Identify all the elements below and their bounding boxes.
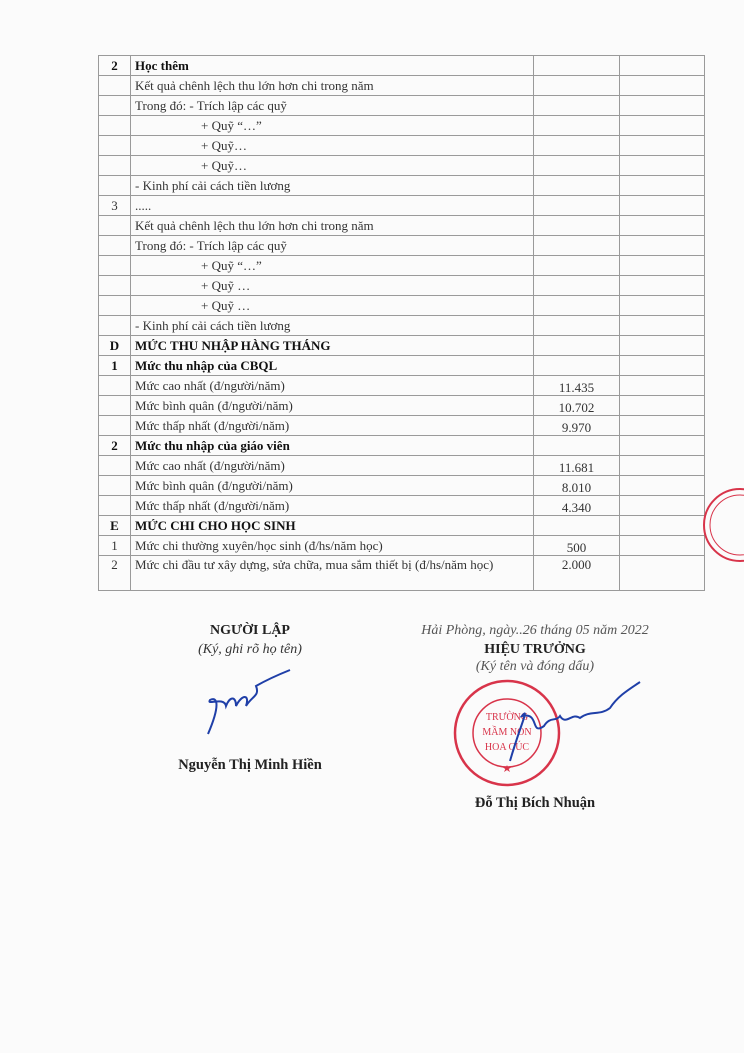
principal-name: Đỗ Thị Bích Nhuận <box>474 795 596 811</box>
row-label: Kết quả chênh lệch thu lớn hơn chi trong năm <box>131 216 534 236</box>
row-extra <box>620 116 705 136</box>
row-value: 500 <box>534 536 620 556</box>
preparer-block <box>150 622 350 774</box>
row-index <box>99 496 131 516</box>
row-extra <box>620 416 705 436</box>
table-row <box>99 216 705 236</box>
place-date: Hải Phòng, ngày..26 tháng 05 năm 2022 <box>421 623 649 638</box>
row-label: Mức cao nhất (đ/người/năm) <box>131 456 534 476</box>
row-value <box>534 176 620 196</box>
row-value <box>534 96 620 116</box>
table-row <box>99 336 705 356</box>
row-index <box>99 116 131 136</box>
row-index <box>99 136 131 156</box>
row-extra <box>620 456 705 476</box>
row-value: 8.010 <box>534 476 620 496</box>
row-index: 1 <box>99 536 131 556</box>
table-row <box>99 96 705 116</box>
row-extra <box>620 436 705 456</box>
row-index <box>99 216 131 236</box>
preparer-note: (Ký, ghi rõ họ tên) <box>198 642 302 657</box>
preparer-signature <box>180 666 300 746</box>
row-extra <box>620 516 705 536</box>
row-extra <box>620 76 705 96</box>
row-label: Mức chi thường xuyên/học sinh (đ/hs/năm học) <box>131 536 534 556</box>
row-extra <box>620 276 705 296</box>
row-value <box>534 516 620 536</box>
row-extra <box>620 196 705 216</box>
row-extra <box>620 356 705 376</box>
table-row <box>99 516 705 536</box>
row-value <box>534 356 620 376</box>
table-row <box>99 556 705 591</box>
table-row <box>99 436 705 456</box>
row-extra <box>620 396 705 416</box>
stamp-line-2: MẦM NON <box>482 727 532 738</box>
table-row <box>99 536 705 556</box>
row-extra <box>620 96 705 116</box>
row-value: 2.000 <box>534 556 620 591</box>
row-index: 2 <box>99 436 131 456</box>
row-extra <box>620 176 705 196</box>
table-row <box>99 276 705 296</box>
row-label: + Quỹ … <box>131 276 534 296</box>
row-label: MỨC THU NHẬP HÀNG THÁNG <box>131 336 534 356</box>
row-index <box>99 76 131 96</box>
row-value <box>534 316 620 336</box>
row-index: 3 <box>99 196 131 216</box>
row-index <box>99 396 131 416</box>
row-index <box>99 416 131 436</box>
row-index <box>99 476 131 496</box>
row-label: - Kinh phí cải cách tiền lương <box>131 316 534 336</box>
row-value <box>534 296 620 316</box>
principal-note: (Ký tên và đóng dấu) <box>475 659 595 674</box>
principal-signature <box>500 676 650 766</box>
preparer-name: Nguyễn Thị Minh Hiền <box>178 757 322 773</box>
stamp-line-1: TRƯỜNG <box>485 712 529 723</box>
row-label: + Quỹ “…” <box>131 256 534 276</box>
row-value <box>534 336 620 356</box>
row-value <box>534 436 620 456</box>
row-label: + Quỹ… <box>131 136 534 156</box>
row-label: MỨC CHI CHO HỌC SINH <box>131 516 534 536</box>
row-index: 2 <box>99 556 131 591</box>
row-label: + Quỹ… <box>131 156 534 176</box>
row-value: 11.435 <box>534 376 620 396</box>
row-label: Trong đó: - Trích lập các quỹ <box>131 96 534 116</box>
row-label: Mức chi đầu tư xây dựng, sửa chữa, mua sắm thiết bị (đ/hs/năm học) <box>131 556 534 591</box>
table-row <box>99 376 705 396</box>
table-row <box>99 356 705 376</box>
table-row <box>99 456 705 476</box>
row-extra <box>620 216 705 236</box>
row-label: Mức bình quân (đ/người/năm) <box>131 476 534 496</box>
budget-table <box>98 55 705 591</box>
principal-title: HIỆU TRƯỞNG <box>484 642 586 657</box>
row-label: Học thêm <box>131 56 534 76</box>
table-row <box>99 296 705 316</box>
table-row <box>99 196 705 216</box>
row-value: 10.702 <box>534 396 620 416</box>
row-index <box>99 256 131 276</box>
table-row <box>99 156 705 176</box>
row-label: Mức thấp nhất (đ/người/năm) <box>131 416 534 436</box>
table-row <box>99 416 705 436</box>
row-index: E <box>99 516 131 536</box>
table-row <box>99 496 705 516</box>
table-row <box>99 316 705 336</box>
row-index: 2 <box>99 56 131 76</box>
row-extra <box>620 536 705 556</box>
row-value <box>534 76 620 96</box>
principal-name-block <box>385 794 685 812</box>
row-label: - Kinh phí cải cách tiền lương <box>131 176 534 196</box>
row-value <box>534 116 620 136</box>
row-index <box>99 96 131 116</box>
row-index <box>99 296 131 316</box>
table-row <box>99 396 705 416</box>
row-label: Mức thu nhập của CBQL <box>131 356 534 376</box>
row-extra <box>620 296 705 316</box>
table-row <box>99 236 705 256</box>
row-index <box>99 176 131 196</box>
row-value <box>534 136 620 156</box>
table-row <box>99 256 705 276</box>
table-row <box>99 476 705 496</box>
row-extra <box>620 476 705 496</box>
row-value <box>534 236 620 256</box>
preparer-title: NGƯỜI LẬP <box>210 623 290 638</box>
row-value <box>534 216 620 236</box>
table-row <box>99 76 705 96</box>
row-index: 1 <box>99 356 131 376</box>
table-row <box>99 116 705 136</box>
row-label: Mức thu nhập của giáo viên <box>131 436 534 456</box>
stamp-star-icon <box>503 765 511 772</box>
row-label: Mức bình quân (đ/người/năm) <box>131 396 534 416</box>
row-extra <box>620 136 705 156</box>
row-extra <box>620 256 705 276</box>
row-label: + Quỹ “…” <box>131 116 534 136</box>
row-value <box>534 256 620 276</box>
row-value: 9.970 <box>534 416 620 436</box>
table-row <box>99 176 705 196</box>
table-row <box>99 56 705 76</box>
row-extra <box>620 376 705 396</box>
page-edge-stamp <box>700 485 744 565</box>
row-index: D <box>99 336 131 356</box>
row-value: 4.340 <box>534 496 620 516</box>
row-label: + Quỹ … <box>131 296 534 316</box>
row-label: ..... <box>131 196 534 216</box>
table-row <box>99 136 705 156</box>
row-extra <box>620 316 705 336</box>
row-extra <box>620 156 705 176</box>
stamp-line-3: HOA CÚC <box>484 742 530 753</box>
row-index <box>99 316 131 336</box>
row-index <box>99 376 131 396</box>
row-label: Kết quả chênh lệch thu lớn hơn chi trong năm <box>131 76 534 96</box>
row-extra <box>620 56 705 76</box>
principal-block <box>385 622 685 675</box>
row-index <box>99 156 131 176</box>
row-index <box>99 456 131 476</box>
row-value <box>534 156 620 176</box>
row-extra <box>620 336 705 356</box>
row-value: 11.681 <box>534 456 620 476</box>
row-label: Mức thấp nhất (đ/người/năm) <box>131 496 534 516</box>
row-index <box>99 236 131 256</box>
row-extra <box>620 496 705 516</box>
row-value <box>534 56 620 76</box>
row-value <box>534 196 620 216</box>
row-value <box>534 276 620 296</box>
row-extra <box>620 556 705 591</box>
row-label: Trong đó: - Trích lập các quỹ <box>131 236 534 256</box>
row-label: Mức cao nhất (đ/người/năm) <box>131 376 534 396</box>
row-extra <box>620 236 705 256</box>
row-index <box>99 276 131 296</box>
